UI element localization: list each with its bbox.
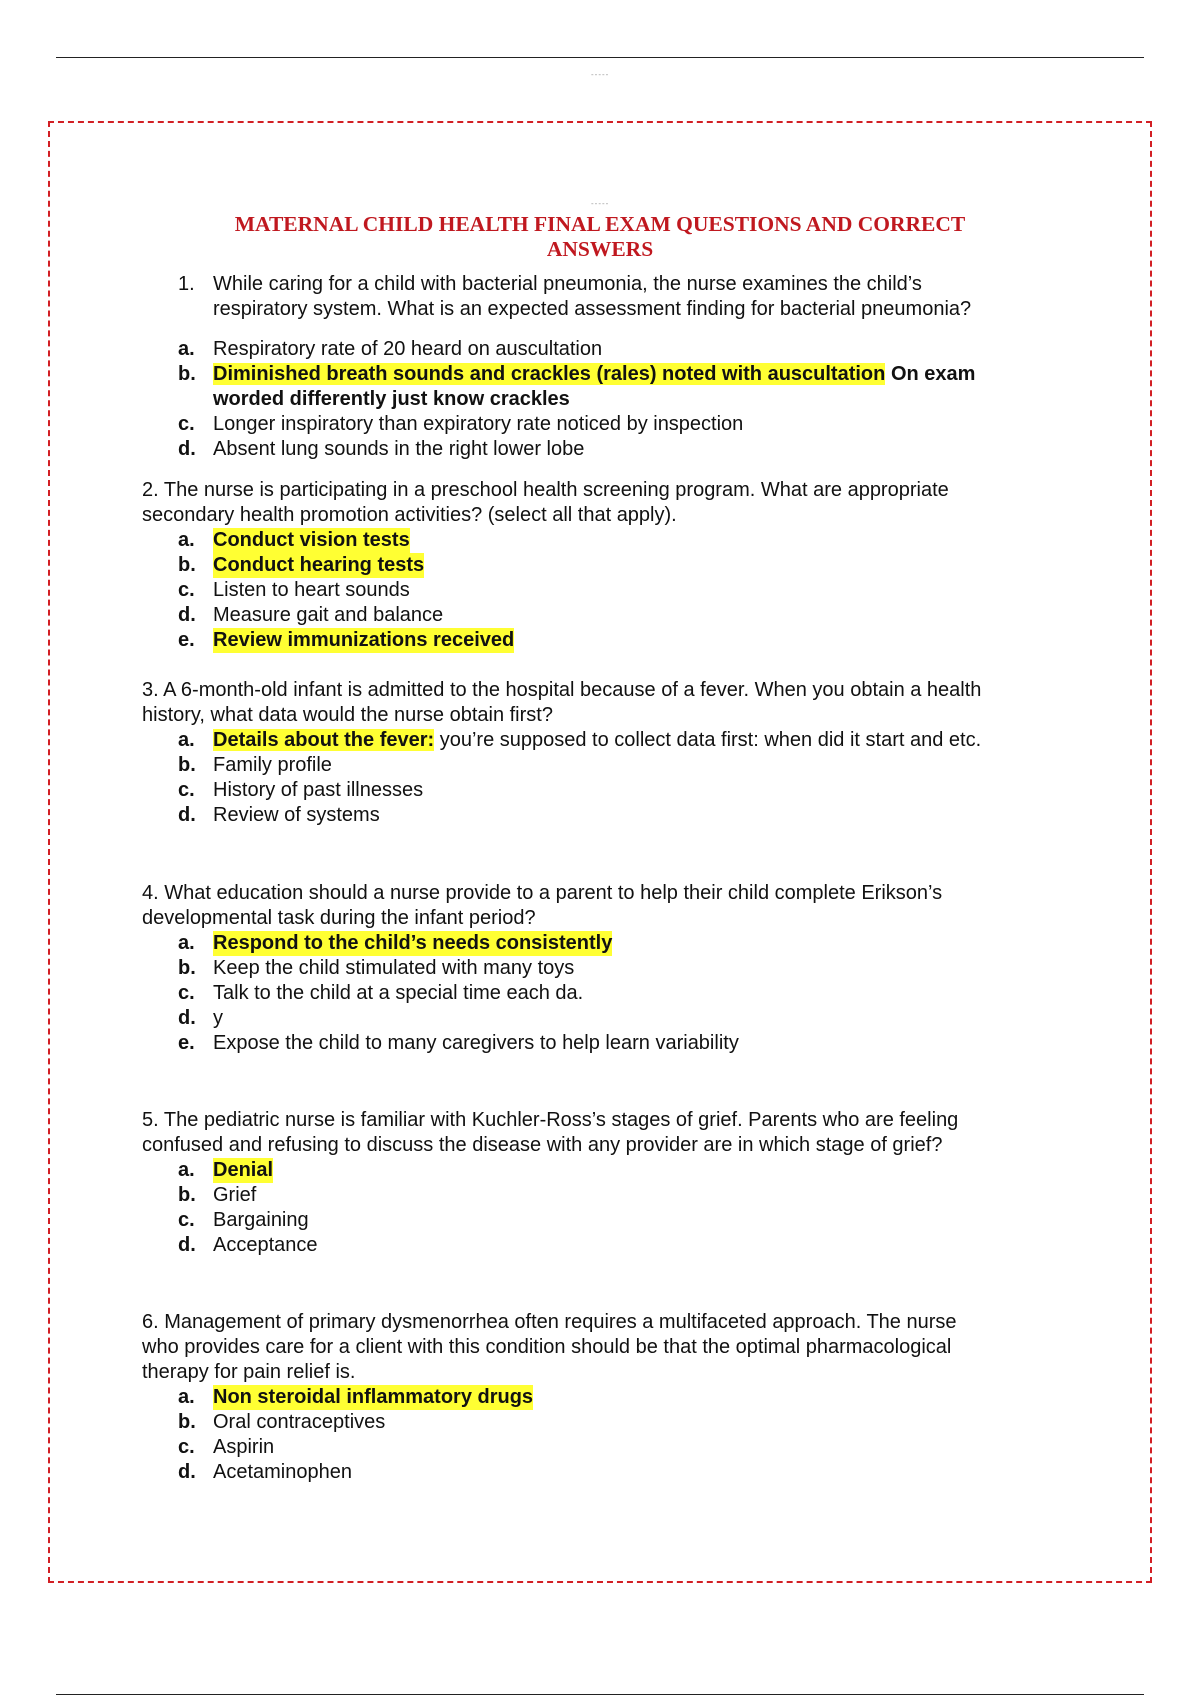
question-3-stem-line-2: history, what data would the nurse obtain first? (142, 704, 553, 726)
option-letter: a. (178, 1159, 195, 1181)
question-6-stem-line-2: who provides care for a client with this condition should be that the optimal pharmacological (142, 1336, 952, 1358)
q5-option-b-text: Grief (213, 1184, 257, 1206)
option-letter: a. (178, 729, 195, 751)
option-letter: c. (178, 413, 195, 435)
q1-option-b-note-1: On exam (890, 363, 976, 385)
question-6-stem-line-1: 6. Management of primary dysmenorrhea often requires a multifaceted approach. The nurse (142, 1311, 957, 1333)
question-1-stem-line-1: While caring for a child with bacterial pneumonia, the nurse examines the child’s (213, 273, 922, 295)
q3-option-b-text: Family profile (213, 754, 332, 776)
top-rule (56, 57, 1144, 58)
question-1-number: 1. (178, 273, 195, 295)
q1-option-b-line (213, 362, 975, 387)
q6-option-a-text: Non steroidal inflammatory drugs (213, 1386, 534, 1408)
option-letter: c. (178, 982, 195, 1004)
q1-option-d-text: Absent lung sounds in the right lower lobe (213, 438, 585, 460)
q1-option-b-answer: Diminished breath sounds and crackles (rales) noted with auscultation (213, 363, 886, 385)
question-4-stem-line-2: developmental task during the infant period? (142, 907, 536, 929)
bottom-rule (56, 1694, 1144, 1695)
option-letter: d. (178, 1234, 196, 1256)
q1-option-b-note-2: worded differently just know crackles (213, 388, 570, 410)
question-4-stem-line-1: 4. What education should a nurse provide to a parent to help their child complete Erikson’s (142, 882, 943, 904)
header-mark: ----- (591, 70, 610, 79)
q3-option-a-note: you’re supposed to collect data first: when did it start and etc. (434, 729, 982, 751)
option-letter: c. (178, 579, 195, 601)
q6-option-d-text: Acetaminophen (213, 1461, 352, 1483)
option-letter: a. (178, 1386, 195, 1408)
question-3-stem-line-1: 3. A 6-month-old infant is admitted to the hospital because of a fever. When you obtain a health (142, 679, 982, 701)
q2-option-c-text: Listen to heart sounds (213, 579, 410, 601)
question-3 (142, 678, 981, 728)
option-letter: c. (178, 1209, 195, 1231)
q3-option-d-text: Review of systems (213, 804, 380, 826)
page-title (140, 212, 1060, 262)
question-1-stem-line-2: respiratory system. What is an expected assessment finding for bacterial pneumonia? (213, 298, 972, 320)
q4-option-b-text: Keep the child stimulated with many toys (213, 957, 575, 979)
q4-option-a-text: Respond to the child’s needs consistently (213, 932, 613, 954)
title-mark: ----- (591, 199, 610, 208)
option-letter: d. (178, 1007, 196, 1029)
option-letter: a. (178, 529, 195, 551)
question-2-stem-line-1: 2. The nurse is participating in a preschool health screening program. What are appropriate (142, 479, 949, 501)
option-letter: a. (178, 932, 195, 954)
option-letter: b. (178, 957, 196, 979)
option-letter: c. (178, 1436, 195, 1458)
question-2 (142, 478, 949, 528)
option-letter: a. (178, 338, 195, 360)
q5-option-d-text: Acceptance (213, 1234, 318, 1256)
q5-option-c-text: Bargaining (213, 1209, 309, 1231)
option-letter: e. (178, 629, 195, 651)
q4-option-c-text: Talk to the child at a special time each da. (213, 982, 584, 1004)
question-6-stem-line-3: therapy for pain relief is. (142, 1361, 356, 1383)
option-letter: b. (178, 1411, 196, 1433)
option-letter: b. (178, 554, 196, 576)
q2-option-d-text: Measure gait and balance (213, 604, 444, 626)
title-line-1: MATERNAL CHILD HEALTH FINAL EXAM QUESTIONS AND CORRECT (234, 212, 966, 236)
q6-option-b-text: Oral contraceptives (213, 1411, 386, 1433)
question-4 (142, 881, 942, 931)
q3-option-c-text: History of past illnesses (213, 779, 424, 801)
q1-option-c-text: Longer inspiratory than expiratory rate noticed by inspection (213, 413, 744, 435)
option-letter: b. (178, 754, 196, 776)
q5-option-a-text: Denial (213, 1159, 274, 1181)
q6-option-c-text: Aspirin (213, 1436, 275, 1458)
option-letter: d. (178, 604, 196, 626)
q4-option-e-text: Expose the child to many caregivers to help learn variability (213, 1032, 739, 1054)
option-letter: b. (178, 1184, 196, 1206)
question-5-stem-line-2: confused and refusing to discuss the disease with any provider are in which stage of grief? (142, 1134, 943, 1156)
option-letter: e. (178, 1032, 195, 1054)
q2-option-b-text: Conduct hearing tests (213, 554, 425, 576)
option-letter: c. (178, 779, 195, 801)
option-letter: d. (178, 804, 196, 826)
option-letter: b. (178, 363, 196, 385)
q4-option-d-text: y (213, 1007, 223, 1029)
question-2-stem-line-2: secondary health promotion activities? (select all that apply). (142, 504, 677, 526)
q3-option-a-line (213, 728, 981, 753)
option-letter: d. (178, 438, 196, 460)
q1-option-a-text: Respiratory rate of 20 heard on auscultation (213, 338, 603, 360)
q2-option-a-text: Conduct vision tests (213, 529, 410, 551)
title-line-2: ANSWERS (546, 237, 654, 261)
q2-option-e-text: Review immunizations received (213, 629, 515, 651)
q3-option-a-answer: Details about the fever: (213, 729, 435, 751)
question-6 (142, 1310, 957, 1385)
option-letter: d. (178, 1461, 196, 1483)
question-5-stem-line-1: 5. The pediatric nurse is familiar with Kuchler-Ross’s stages of grief. Parents who are feeling (142, 1109, 959, 1131)
question-5 (142, 1108, 958, 1158)
